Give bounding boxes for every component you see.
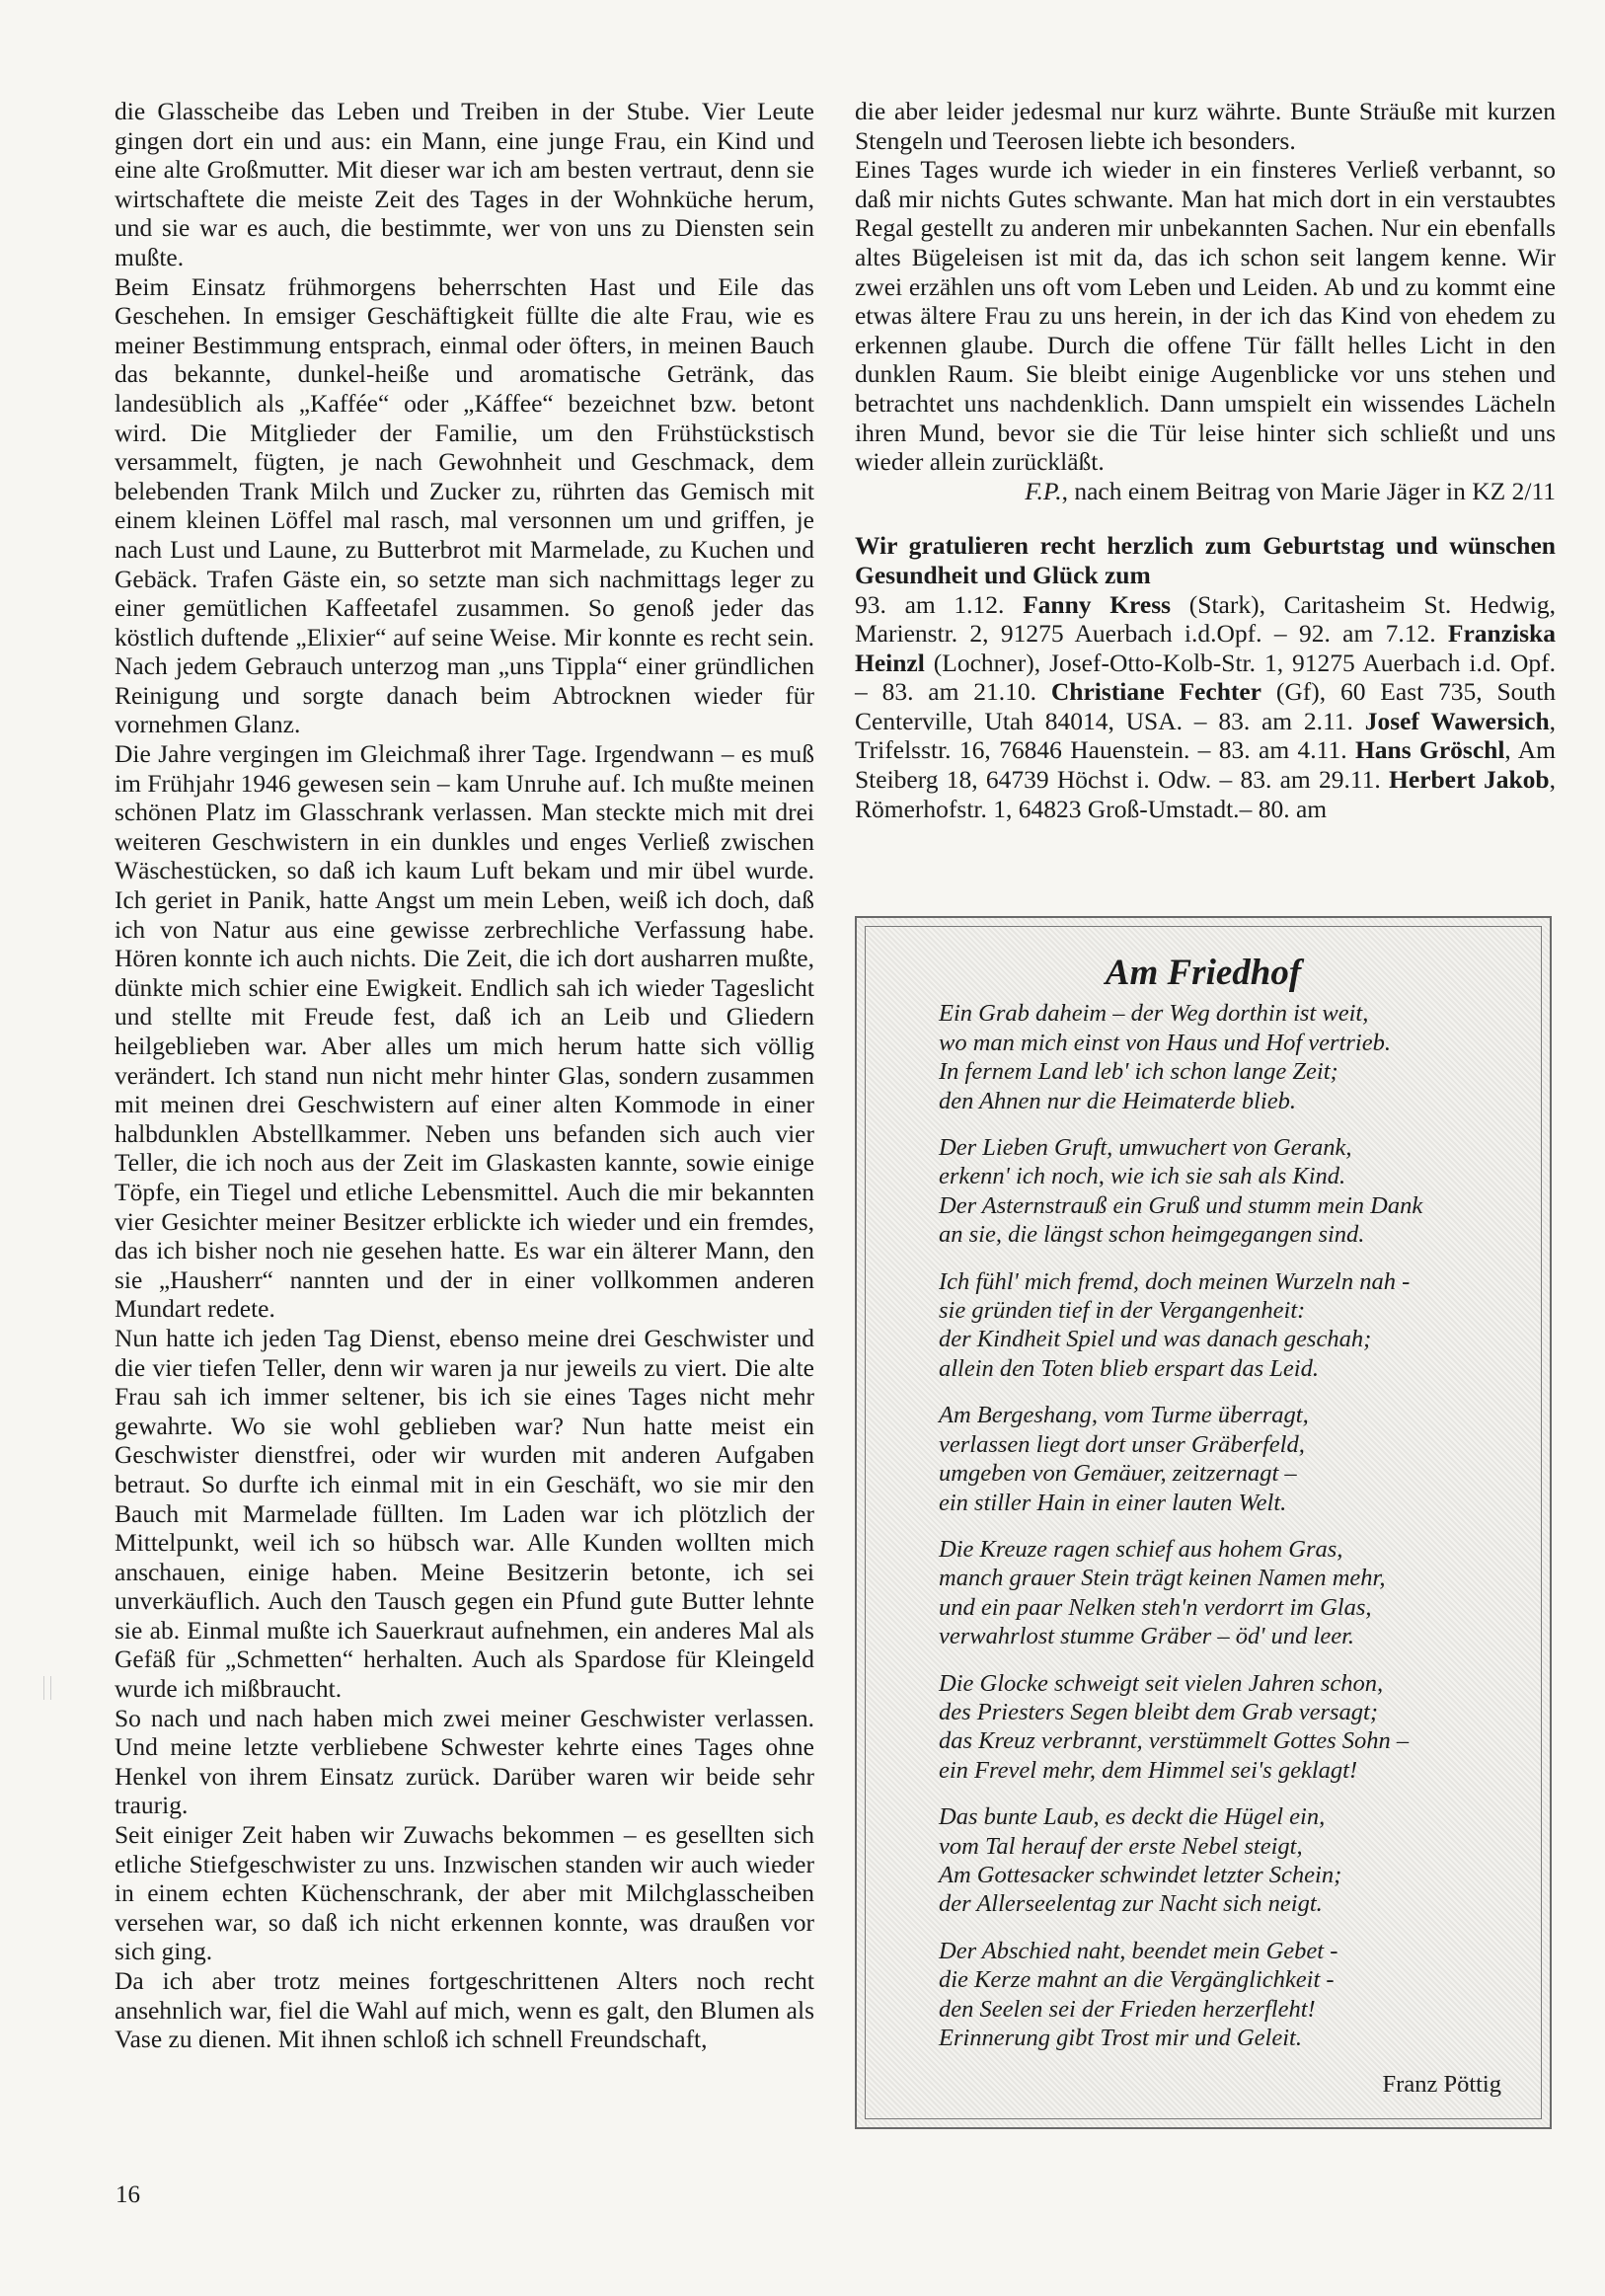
poem-inner-frame [865,926,1542,2119]
body-paragraph: Da ich aber trotz meines fortgeschrittenen Alters noch recht ansehnlich war, fiel die Wahl auf mich, wenn es galt, den Blumen als Vase zu dienen. Mit ihnen schloß ich schnell Freundschaft, [115,1966,814,2054]
poem-stanza [939,1535,1501,1651]
birthday-entry: 92. am 7.12. Franziska Heinzl (Lochner), Josef-Otto-Kolb-Str. 1, 91275 Auerbach i.d. Opf. [855,619,1557,677]
poem-line: ein Frevel mehr, dem Himmel sei's geklagt! [939,1756,1358,1784]
birthday-entry: 83. am 4.11. Hans Gröschl, Am Steiberg 18, 64739 Höchst i. Odw. [855,735,1556,795]
poem-line: Die Kreuze ragen schief aus hohem Gras, [939,1535,1343,1563]
poem-line: erkenn' ich noch, wie ich sie sah als Kind. [939,1163,1346,1190]
birthday-entry: 93. am 1.12. Fanny Kress (Stark), Caritasheim St. Hedwig, Marienstr. 2, 91275 Auerbach i.d.Opf. [855,589,1556,649]
poem-line: Der Asternstrauß ein Gruß und stumm mein Dank [939,1191,1423,1219]
poem-box [855,916,1552,2129]
poem-line: verwahrlost stumme Gräber – öd' und leer. [939,1623,1355,1650]
poem-title: Am Friedhof [1105,953,1302,993]
birthday-list: 93. am 1.12. Fanny Kress (Stark), Caritasheim St. Hedwig, Marienstr. 2, 91275 Auerbach i.d.Opf. – 92. am 7.12. Franziska Heinzl (Lochner), Josef-Otto-Kolb-Str. 1, 91275 Auerbach i.d. Opf. – 83. am 21.10. Christiane Fechter (Gf), 60 East 735, South Centerville, Utah 84014, USA. – 83. am 2.11. Josef Wawersich, Trifelsstr. 16, 76846 Hauenstein. – 83. am 4.11. Hans Gröschl, Am Steiberg 18, 64739 Höchst i. Odw. – 83. am 29.11. Herbert Jakob, Römerhofstr. 1, 64823 Groß-Umstadt.– 80. am [855,589,1557,823]
body-paragraph: Nun hatte ich jeden Tag Dienst, ebenso meine drei Geschwister und die vier tiefen Teller, denn wir waren ja nur jeweils zu viert. Die alte Frau sah ich immer seltener, bis ich sie eines Tages nicht mehr gewahrte. Wo sie wohl geblieben war? Nun hatte meist ein Geschwister dienstfrei, oder wir wurden mit anderen Aufgaben betraut. So durfte ich einmal mit in ein Geschäft, wo sie mir den Bauch mit Marmelade füllten. Im Laden war ich plötzlich der Mittelpunkt, weil ich so hübsch war. Alle Kunden wollten mich anschauen, einige haben. Meine Besitzerin betonte, ich sei unverkäuflich. Auch den Tausch gegen ein Pfund gute Butter lehnte sie ab. Einmal mußte ich Sauerkraut aufnehmen, ein anderes Mal als Gefäß für „Schmetten“ herhalten. Auch als Spardose für Kleingeld wurde ich mißbraucht. [115,1323,814,1704]
poem-line: das Kreuz verbrannt, verstümmelt Gottes Sohn – [939,1727,1410,1755]
body-paragraph: die Glasscheibe das Leben und Treiben in der Stube. Vier Leute gingen dort ein und aus: ein Mann, eine junge Frau, ein Kind und eine alte Großmutter. Mit dieser war ich am besten vertraut, denn sie wirtschaftete die meiste Zeit des Tages in der Wohnküche herum, und sie war es auch, die bestimmte, wer von uns zu Diensten sein mußte. [115,97,814,271]
poem-line: sie gründen tief in der Vergangenheit: [939,1297,1306,1325]
poem-line: die Kerze mahnt an die Vergänglichkeit - [939,1966,1335,1994]
poem-stanza [939,999,1501,1115]
body-paragraph: die aber leider jedesmal nur kurz währte. Bunte Sträuße mit kurzen Stengeln und Teerosen liebte ich besonders. [855,97,1556,155]
body-paragraph: Die Jahre vergingen im Gleichmaß ihrer Tage. Irgendwann – es muß im Frühjahr 1946 gewesen sein – kam Unruhe auf. Ich mußte meinen schönen Platz im Glasschrank verlassen. Man steckte mich mit drei weiteren Geschwistern in ein dunkles und enges Verließ zwischen Wäschestücken, so daß ich kaum Luft bekam und mir übel wurde. Ich geriet in Panik, hatte Angst um mein Leben, weiß ich doch, daß ich von Natur aus eine gewisse zerbrechliche Verfassung habe. Hören konnte ich auch nichts. Die Zeit, die ich dort ausharren mußte, dünkte mich schier eine Ewigkeit. Endlich sah ich wieder Tageslicht und stellte mit Freude fest, daß ich an Leib und Gliedern heilgeblieben war. Aber alles um mich herum hatte sich völlig verändert. Ich stand nun nicht mehr hinter Glas, sondern zusammen mit meinen drei Geschwistern auf einer alten Kommode in einer halbdunklen Abstellkammer. Neben uns befanden sich auch vier Teller, die ich noch aus der Zeit im Glaskasten kannte, sowie einige Töpfe, ein Tiegel und etliche Lebensmittel. Auch die mir bekannten vier Gesichter meiner Besitzer erblickte ich wieder und ein fremdes, das ich bisher noch nie gesehen hatte. Es war ein älterer Mann, den sie „Hausherr“ nannten und der in einer vollkommen anderen Mundart redete. [115,739,814,1324]
poem-line: Die Glocke schweigt seit vielen Jahren schon, [939,1669,1384,1697]
source-note: , nach einem Beitrag von Marie Jäger in KZ 2/11 [1061,476,1556,505]
poem-line: manch grauer Stein trägt keinen Namen mehr, [939,1565,1386,1592]
poem-line: verlassen liegt dort unser Gräberfeld, [939,1430,1305,1458]
poem-line: den Seelen sei der Frieden herzerfleht! [939,1995,1316,2023]
poem-line: Ich fühl' mich fremd, doch meinen Wurzeln nah - [939,1267,1411,1295]
poem-line: wo man mich einst von Haus und Hof vertrieb. [939,1029,1391,1056]
poem-line: Am Bergeshang, vom Turme überragt, [939,1402,1309,1429]
poem-line: den Ahnen nur die Heimaterde blieb. [939,1087,1296,1114]
poem-line: Am Gottesacker schwindet letzter Schein; [939,1861,1342,1888]
poem-line: Ein Grab daheim – der Weg dorthin ist weit, [939,1000,1369,1028]
birthday-greeting-heading: Wir gratulieren recht herzlich zum Geburtstag und wünschen Gesundheit und Glück zum [855,531,1556,589]
article-source-credit [855,477,1556,506]
poem-line: allein den Toten blieb erspart das Leid. [939,1354,1319,1382]
poem-stanza [939,1669,1501,1786]
birthday-entry: 83. am 2.11. Josef Wawersich, Trifelsstr. 16, 76846 Hauenstein. [855,706,1556,765]
poem-line: Das bunte Laub, es deckt die Hügel ein, [939,1803,1326,1831]
poem-line: an sie, die längst schon heimgegangen sind. [939,1221,1365,1249]
poem-stanza [939,1937,1501,2053]
poem-line: ein stiller Hain in einer lauten Welt. [939,1489,1287,1516]
body-paragraph: Beim Einsatz frühmorgens beherrschten Hast und Eile das Geschehen. In emsiger Geschäftigkeit füllte die alte Frau, wie es meiner Bestimmung entsprach, einmal oder öfters, in meinen Bauch das bekannte, dunkel-heiße und aromatische Getränk, das landesüblich als „Kaffée“ oder „Káffee“ bezeichnet bzw. betont wird. Die Mitglieder der Familie, um den Frühstückstisch versammelt, fügten, je nach Gewohnheit und Geschmack, dem belebenden Trank Milch und Zucker zu, rührten das Gemisch mit einem kleinen Löffel mal rasch, mal versonnen um und griffen, je nach Lust und Laune, zu Butterbrot mit Marmelade, zu Kuchen und Gebäck. Trafen Gäste ein, so setzte man sich nachmittags leger zu einer gemütlichen Kaffeetafel zusammen. So genoß jeder das köstlich duftende „Elixier“ auf seine Weise. Mir konnte es recht sein. Nach jedem Gebrauch unterzog man „uns Tippla“ einer gründlichen Reinigung und sorgte danach beim Abtrocknen wieder für vornehmen Glanz. [115,271,814,739]
birthday-entry: 83. am 29.11. Herbert Jakob, Römerhofstr. 1, 64823 Groß-Umstadt. [855,765,1556,823]
page-number: 16 [115,2181,140,2208]
poem-stanza [939,1267,1501,1384]
poem-line: Der Lieben Gruft, umwuchert von Gerank, [939,1134,1352,1162]
birthday-entry: 83. am 21.10. Christiane Fechter (Gf), 60 East 735, South Centerville, Utah 84014, USA. [855,677,1557,735]
poem-line: umgeben von Gemäuer, zeitzernagt – [939,1460,1297,1488]
poem-line: Erinnerung gibt Trost mir und Geleit. [939,2025,1302,2051]
poem-stanza [939,1802,1501,1919]
poem-line: der Allerseelentag zur Nacht sich neigt. [939,1890,1323,1918]
poem-line: der Kindheit Spiel und was danach geschah; [939,1326,1372,1353]
poem-line: und ein paar Nelken steh'n verdorrt im Glas, [939,1593,1372,1621]
birthday-entry: 80. am [1258,794,1328,823]
poem-line: des Priesters Segen bleibt dem Grab versagt; [939,1698,1378,1725]
poem-author: Franz Pöttig [1382,2071,1501,2099]
left-text-column [115,97,814,2054]
poem-line: vom Tal herauf der erste Nebel steigt, [939,1832,1303,1860]
body-paragraph: Seit einiger Zeit haben wir Zuwachs bekommen – es gesellten sich etliche Stiefgeschwister zu uns. Inzwischen standen wir auch wieder in einem echten Küchenschrank, der aber mit Milchglasscheiben versehen war, so daß ich nicht erkennen konnte, was draußen vor sich ging. [115,1820,814,1966]
poem-line: In fernem Land leb' ich schon lange Zeit; [939,1058,1338,1086]
poem-stanza [939,1401,1501,1517]
body-paragraph: Eines Tages wurde ich wieder in ein finsteres Verließ verbannt, so daß mir nichts Gutes schwante. Man hat mich dort in ein verstaubtes Regal gestellt zu anderen mir unbekannten Sachen. Nur ein ebenfalls altes Bügeleisen ist mit da, das ich schon seit langem kenne. Wir zwei erzählen uns oft vom Leben und Leiden. Ab und zu kommt eine etwas ältere Frau zu uns herein, in der ich das Kind von ehedem zu erkennen glaube. Durch die offene Tür fällt helles Licht in den dunklen Raum. Sie bleibt einige Augenblicke vor uns stehen und betrachtet uns nachdenklich. Dann umspielt ein wissendes Lächeln ihren Mund, bevor sie die Tür leise hinter sich schließt und uns wieder allein zurückläßt. [855,155,1556,477]
author-initials: F.P. [1025,476,1062,505]
body-paragraph: So nach und nach haben mich zwei meiner Geschwister verlassen. Und meine letzte verbliebene Schwester kehrte eines Tages ohne Henkel von ihrem Einsatz zurück. Darüber waren wir beide sehr traurig. [115,1703,814,1820]
scan-artifact-mark [43,1676,51,1700]
right-text-column [855,97,1556,823]
poem-line: Der Abschied naht, beendet mein Gebet - [939,1937,1338,1964]
poem-stanza [939,1133,1501,1250]
